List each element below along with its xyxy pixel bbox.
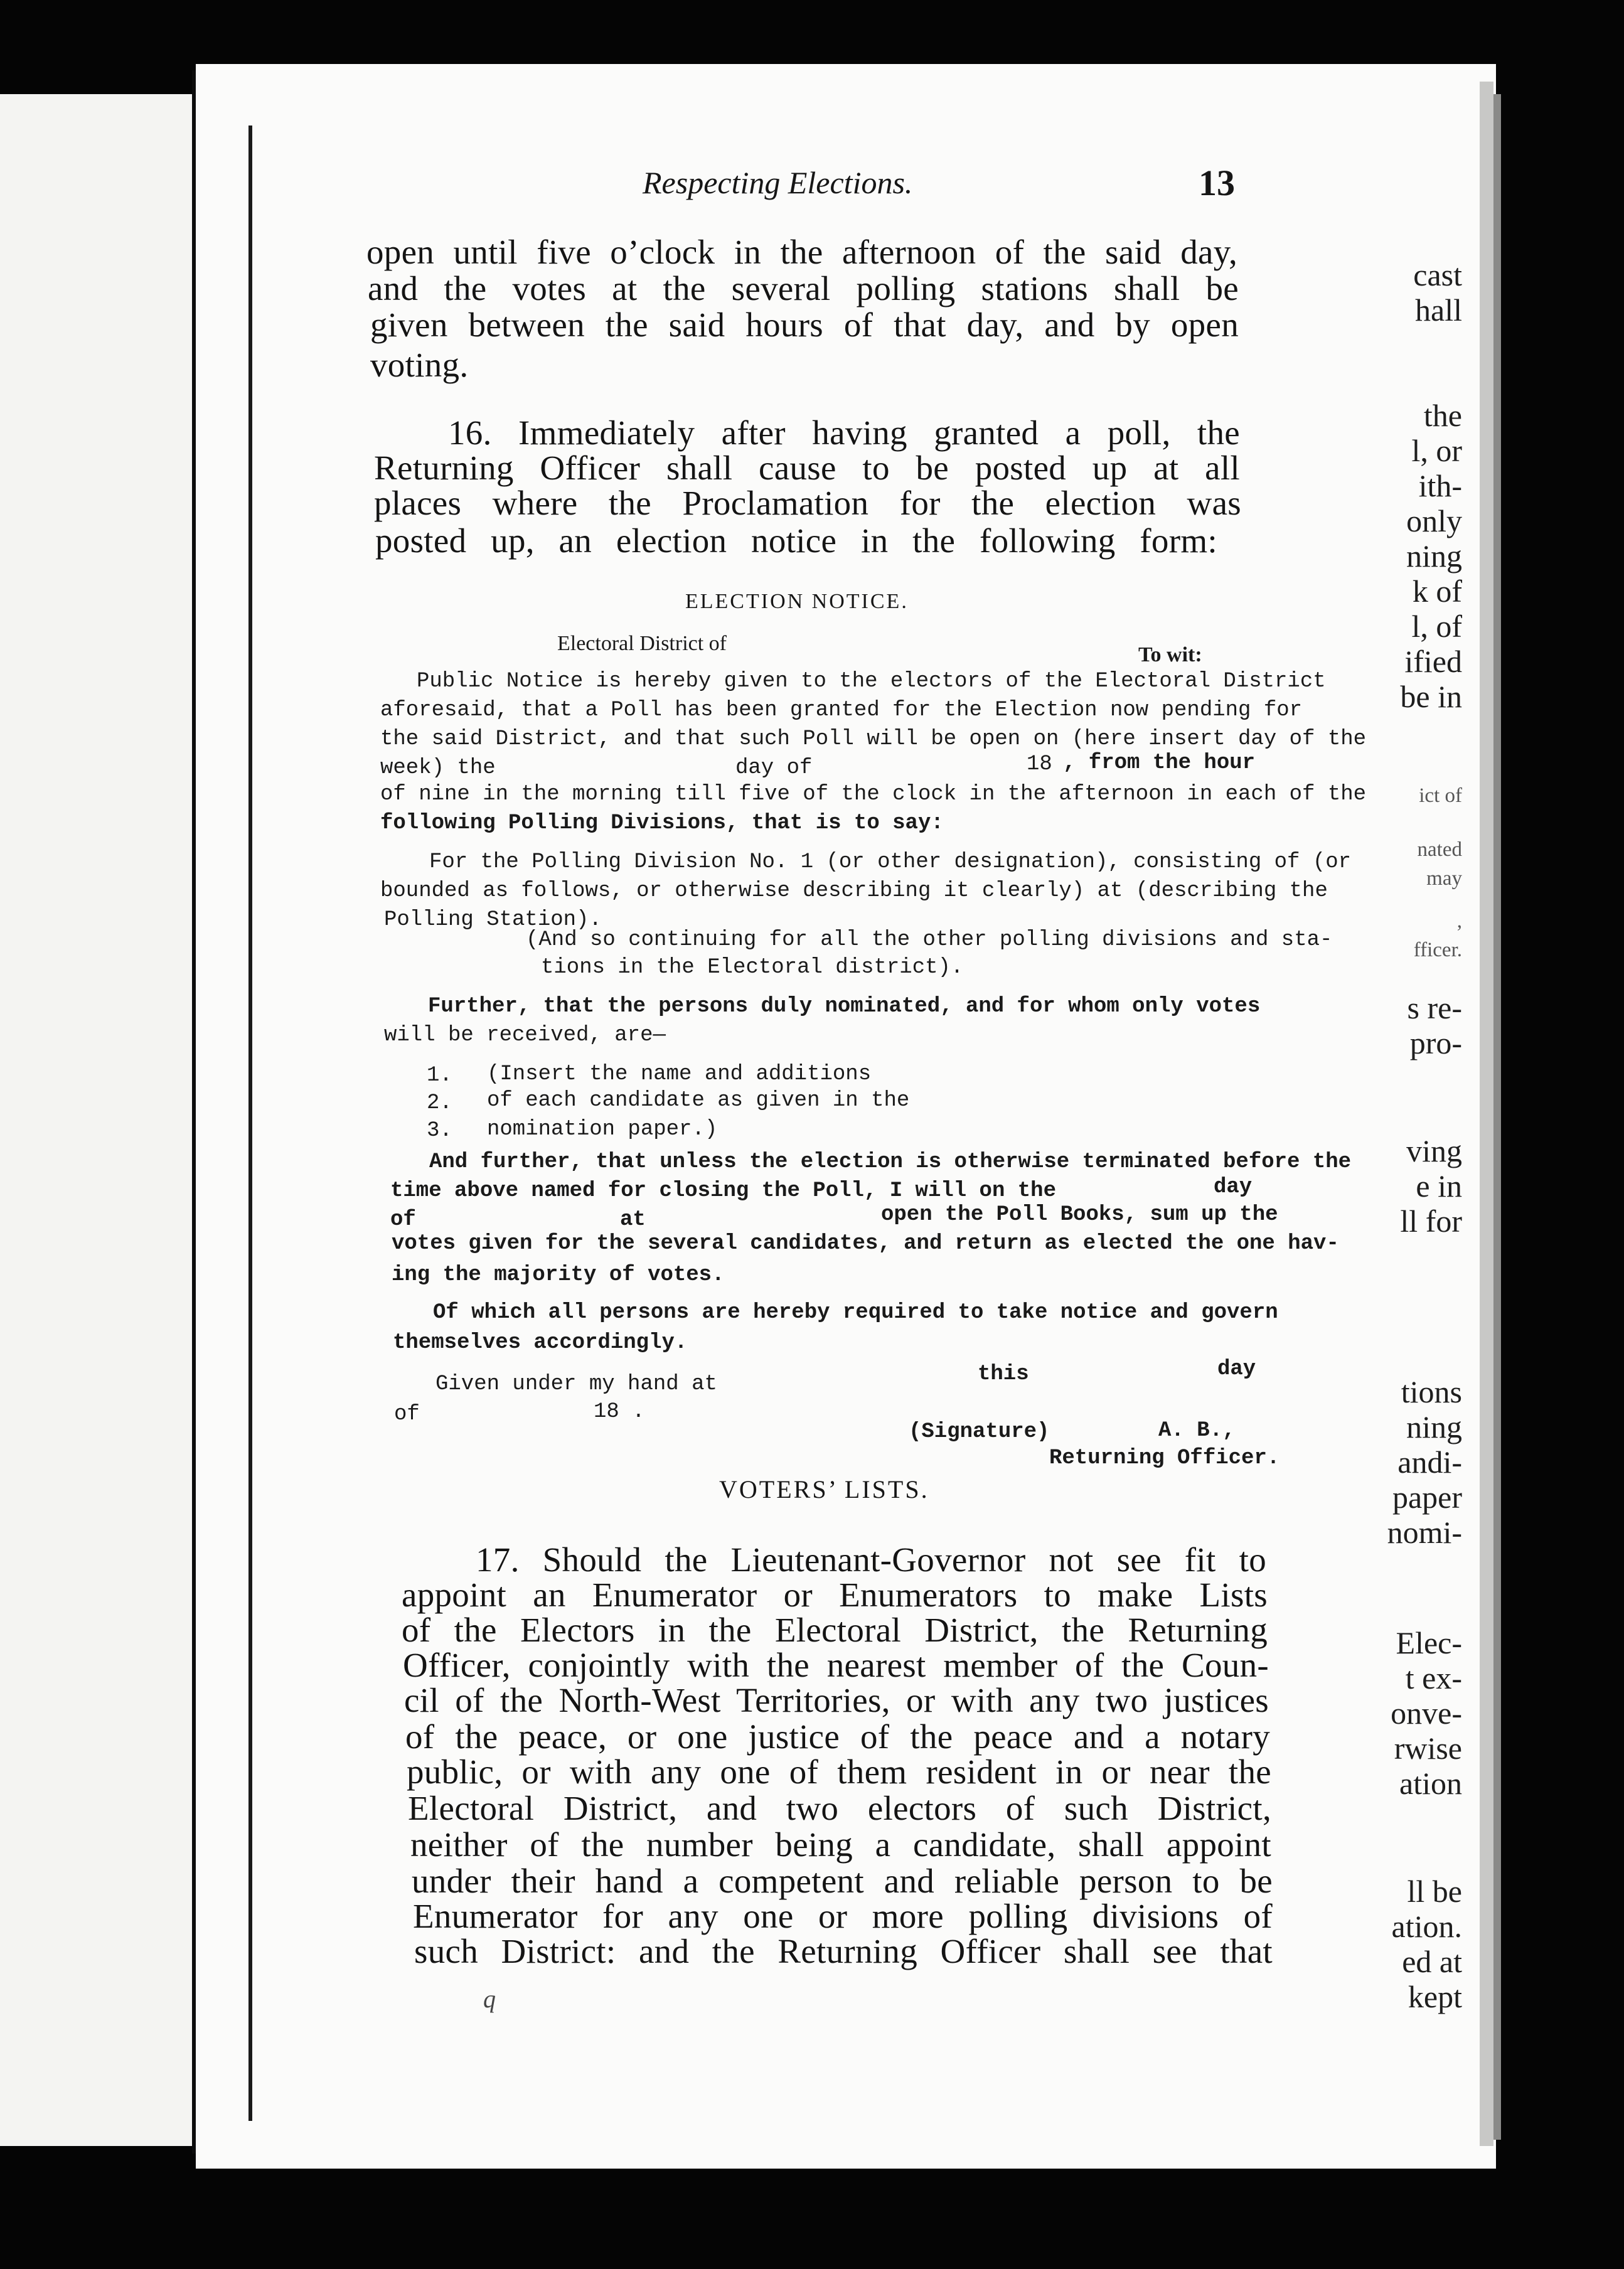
candidate-text: of each candidate as given in the [487, 1089, 910, 1113]
paragraph-line: Electoral District, and two electors of such District, [408, 1789, 1271, 1827]
left-page-line: ed at [1402, 1944, 1462, 1979]
candidate-text: nomination paper.) [487, 1118, 718, 1141]
left-page-line: k of [1412, 574, 1462, 609]
candidate-number: 1. [427, 1064, 452, 1087]
notice-district: Electoral District of [557, 632, 727, 655]
notice-line: Of which all persons are hereby required to take notice and govern [433, 1301, 1278, 1325]
notice-signature-label: (Signature) [909, 1420, 1050, 1444]
notice-line: Given under my hand at [435, 1372, 717, 1396]
paragraph-line: given between the said hours of that day, and by open [370, 306, 1239, 344]
notice-signer: A. B., [1158, 1419, 1236, 1443]
left-page-line: Elec- [1396, 1625, 1462, 1660]
notice-line: aforesaid, that a Poll has been granted for the Election now pending for [380, 698, 1303, 722]
notice-line: week) the [380, 756, 496, 780]
notice-line: will be received, are— [384, 1023, 666, 1047]
notice-to-wit: To wit: [1138, 643, 1202, 666]
page-number: 13 [1199, 163, 1235, 203]
paragraph-line: 17. Should the Lieutenant-Governor not see fit to [476, 1540, 1266, 1579]
notice-line: following Polling Divisions, that is to say: [380, 811, 944, 835]
notice-line: time above named for closing the Poll, I will on the [390, 1179, 1056, 1203]
notice-line: votes given for the several candidates, and return as elected the one hav- [392, 1232, 1339, 1256]
left-page-line: tions [1401, 1374, 1462, 1409]
notice-line: Further, that the persons duly nominated, and for whom only votes [428, 995, 1261, 1018]
page-right-edge-shadow [1493, 94, 1501, 2140]
notice-line: the said District, and that such Poll will be open on (here insert day of the [380, 727, 1367, 751]
paragraph-line: such District: and the Returning Officer shall see that [414, 1932, 1273, 1970]
section-heading: VOTERS’ LISTS. [719, 1475, 929, 1503]
left-page-line: nated [1417, 838, 1462, 861]
left-page-line: only [1406, 503, 1462, 538]
left-page-line: l, or [1411, 433, 1462, 468]
left-page-line: fficer. [1413, 939, 1462, 961]
notice-title: ELECTION NOTICE. [685, 590, 909, 613]
notice-line: day of [735, 756, 813, 780]
left-page-line: ith- [1418, 468, 1462, 503]
notice-line: tions in the Electoral district). [541, 956, 964, 980]
paragraph-line: appoint an Enumerator or Enumerators to make Lists [402, 1576, 1268, 1614]
notice-line: at [620, 1208, 646, 1232]
left-page-line: rwise [1394, 1731, 1462, 1766]
paragraph-line: Enumerator for any one or more polling divisions of [413, 1897, 1273, 1935]
signature-mark: q [483, 1985, 496, 2013]
paragraph-line: open until five o’clock in the afternoon of the said day, [366, 233, 1237, 271]
notice-line: ing the majority of votes. [392, 1263, 725, 1287]
left-page-line: onve- [1391, 1695, 1462, 1731]
left-page-line: t ex- [1405, 1660, 1462, 1695]
notice-signer-title: Returning Officer. [1049, 1446, 1280, 1470]
left-page-line: be in [1400, 679, 1462, 714]
paragraph-line: voting. [370, 346, 469, 384]
left-page-line: ll for [1400, 1204, 1462, 1239]
left-page-line: pro- [1409, 1025, 1462, 1060]
candidate-number: 3. [427, 1119, 452, 1143]
notice-line: of [390, 1208, 416, 1232]
paragraph-line: Returning Officer shall cause to be posted up at all [374, 449, 1240, 487]
notice-line: 18 . [594, 1400, 645, 1424]
paragraph-line: 16. Immediately after having granted a poll, the [448, 414, 1240, 452]
left-page-line: l, of [1411, 609, 1462, 644]
candidate-text: (Insert the name and additions [487, 1062, 872, 1086]
notice-line: For the Polling Division No. 1 (or other designation), consisting of (or [429, 850, 1352, 874]
left-page-line: ning [1406, 1409, 1462, 1444]
notice-line: Polling Station). [384, 908, 602, 932]
notice-line: day [1217, 1357, 1256, 1381]
paragraph-line: neither of the number being a candidate, shall appoint [410, 1825, 1271, 1864]
paragraph-line: of the peace, or one justice of the peace and a notary [405, 1717, 1270, 1756]
paragraph-line: public, or with any one of them resident in or near the [407, 1753, 1271, 1791]
notice-line: And further, that unless the election is otherwise terminated before the [429, 1150, 1352, 1174]
left-page-line: nomi- [1387, 1515, 1462, 1550]
left-page-line: ict of [1419, 784, 1462, 807]
left-page-line: , [1456, 910, 1462, 932]
left-page-line: the [1423, 398, 1462, 433]
paragraph-line: cil of the North-West Territories, or with any two justices [404, 1681, 1269, 1719]
notice-line: (And so continuing for all the other polling divisions and sta- [526, 928, 1333, 952]
left-page-line: ll be [1407, 1874, 1462, 1909]
running-head: Respecting Elections. [643, 165, 913, 200]
notice-line: themselves accordingly. [393, 1331, 688, 1355]
paragraph-line: of the Electors in the Electoral District, the Returning [402, 1611, 1268, 1649]
notice-line: day [1214, 1175, 1253, 1199]
paragraph-line: Officer, conjointly with the nearest member of the Coun- [403, 1646, 1269, 1684]
notice-line: , from the hour [1063, 751, 1256, 775]
paragraph-line: under their hand a competent and reliable person to be [412, 1862, 1273, 1900]
notice-line: 18 [1027, 752, 1052, 776]
left-page-line: ation [1399, 1766, 1462, 1801]
paragraph-line: posted up, an election notice in the following form: [375, 521, 1217, 560]
left-page-line: paper [1392, 1480, 1462, 1515]
left-page-line: ified [1404, 644, 1462, 679]
left-page-line: hall [1415, 292, 1462, 328]
left-page-line: e in [1416, 1168, 1462, 1204]
notice-line: of nine in the morning till five of the clock in the afternoon in each of the [380, 782, 1367, 806]
notice-line: of [394, 1402, 420, 1426]
left-page-line: cast [1413, 257, 1462, 292]
paragraph-line: places where the Proclamation for the election was [374, 484, 1241, 522]
notice-line: bounded as follows, or otherwise describing it clearly) at (describing the [380, 879, 1328, 903]
candidate-number: 2. [427, 1091, 452, 1115]
left-page-line: kept [1408, 1979, 1462, 2014]
left-page-line: ving [1406, 1133, 1462, 1168]
paragraph-line: and the votes at the several polling stations shall be [368, 269, 1239, 307]
left-page-line: andi- [1397, 1444, 1462, 1480]
notice-line: open the Poll Books, sum up the [881, 1203, 1278, 1227]
left-page-line: ation. [1391, 1909, 1462, 1944]
notice-line: this [978, 1362, 1029, 1386]
notice-line: Public Notice is hereby given to the electors of the Electoral District [417, 670, 1326, 693]
left-page-line: s re- [1407, 990, 1462, 1025]
page-right-edge [1480, 82, 1493, 2146]
left-page-line: may [1426, 867, 1462, 890]
left-page-line: ning [1406, 538, 1462, 574]
page-inner-edge [248, 125, 252, 2121]
